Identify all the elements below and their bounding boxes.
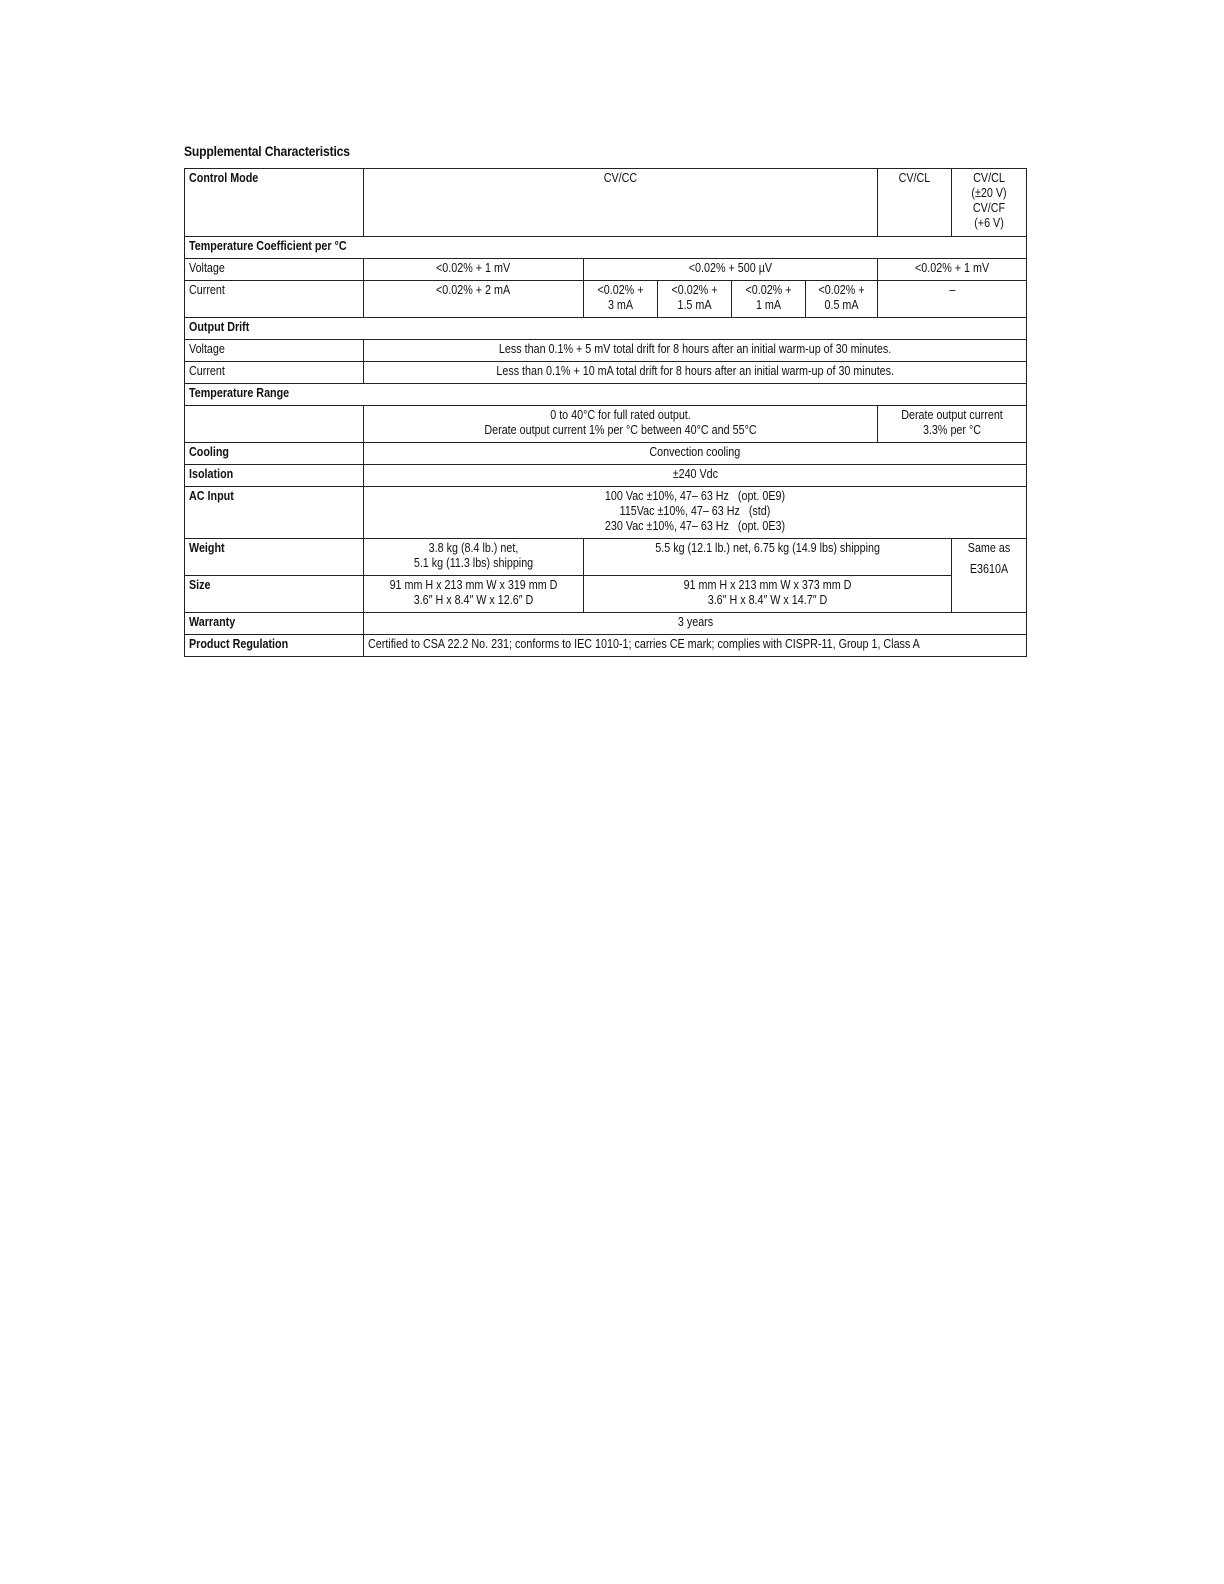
warranty-value: 3 years xyxy=(364,613,1027,635)
temp-coeff-label: Temperature Coefficient per °C xyxy=(185,237,1027,259)
temp-range-header-row xyxy=(185,384,1027,406)
temp-coeff-voltage-v2: <0.02% + 500 µV xyxy=(584,259,878,281)
temp-coeff-voltage-label: Voltage xyxy=(185,259,364,281)
ac-input-row xyxy=(185,487,1027,539)
isolation-value: ±240 Vdc xyxy=(364,465,1027,487)
product-regulation-value: Certified to CSA 22.2 No. 231; conforms to IEC 1010-1; carries CE mark; complies with CISPR-11, Group 1, Class A xyxy=(364,635,1027,657)
product-regulation-row xyxy=(185,635,1027,657)
size-label: Size xyxy=(185,576,364,613)
size-v1: 91 mm H x 213 mm W x 319 mm D 3.6″ H x 8.4″ W x 12.6″ D xyxy=(364,576,584,613)
temp-range-empty-cell xyxy=(185,406,364,443)
weight-row xyxy=(185,539,1027,576)
temp-range-row xyxy=(185,406,1027,443)
output-drift-header-row xyxy=(185,318,1027,340)
temp-coeff-current-c1: <0.02% + 2 mA xyxy=(364,281,584,318)
output-drift-label: Output Drift xyxy=(185,318,1027,340)
weight-v2: 5.5 kg (12.1 lb.) net, 6.75 kg (14.9 lbs) shipping xyxy=(584,539,952,576)
temp-range-last: Derate output current 3.3% per °C xyxy=(878,406,1027,443)
isolation-label: Isolation xyxy=(185,465,364,487)
section-title: Supplemental Characteristics xyxy=(184,144,350,159)
temp-coeff-voltage-v3: <0.02% + 1 mV xyxy=(878,259,1027,281)
output-drift-current-value: Less than 0.1% + 10 mA total drift for 8 hours after an initial warm-up of 30 minutes. xyxy=(364,362,1027,384)
ac-input-label: AC Input xyxy=(185,487,364,539)
temp-range-main: 0 to 40°C for full rated output. Derate output current 1% per °C between 40°C and 55°C xyxy=(364,406,878,443)
ac-input-values: 100 Vac ±10%, 47– 63 Hz (opt. 0E9) 115Vac ±10%, 47– 63 Hz (std) 230 Vac ±10%, 47– 63 Hz (opt. 0E3) xyxy=(364,487,1027,539)
cooling-row xyxy=(185,443,1027,465)
temp-range-label: Temperature Range xyxy=(185,384,1027,406)
weight-v1: 3.8 kg (8.4 lb.) net, 5.1 kg (11.3 lbs) shipping xyxy=(364,539,584,576)
control-mode-cv-cl: CV/CL xyxy=(878,169,952,237)
temp-coeff-current-c6: – xyxy=(878,281,1027,318)
size-row xyxy=(185,576,1027,613)
supplemental-characteristics-table xyxy=(184,168,1027,657)
same-as-cell: Same as E3610A xyxy=(952,539,1027,613)
size-v2: 91 mm H x 213 mm W x 373 mm D 3.6″ H x 8.4″ W x 14.7″ D xyxy=(584,576,952,613)
temp-coeff-current-c3: <0.02% + 1.5 mA xyxy=(658,281,732,318)
temp-coeff-current-label: Current xyxy=(185,281,364,318)
temp-coeff-voltage-v1: <0.02% + 1 mV xyxy=(364,259,584,281)
isolation-row xyxy=(185,465,1027,487)
output-drift-current-row xyxy=(185,362,1027,384)
cooling-value: Convection cooling xyxy=(364,443,1027,465)
temp-coeff-current-c5: <0.02% + 0.5 mA xyxy=(806,281,878,318)
temp-coeff-header-row xyxy=(185,237,1027,259)
weight-label: Weight xyxy=(185,539,364,576)
warranty-row xyxy=(185,613,1027,635)
temp-coeff-current-row xyxy=(185,281,1027,318)
warranty-label: Warranty xyxy=(185,613,364,635)
temp-coeff-current-c2: <0.02% + 3 mA xyxy=(584,281,658,318)
output-drift-voltage-row xyxy=(185,340,1027,362)
temp-coeff-voltage-row xyxy=(185,259,1027,281)
control-mode-cv-cl-cf: CV/CL (±20 V) CV/CF (+6 V) xyxy=(952,169,1027,237)
control-mode-row xyxy=(185,169,1027,237)
temp-coeff-current-c4: <0.02% + 1 mA xyxy=(732,281,806,318)
output-drift-voltage-label: Voltage xyxy=(185,340,364,362)
output-drift-current-label: Current xyxy=(185,362,364,384)
output-drift-voltage-value: Less than 0.1% + 5 mV total drift for 8 hours after an initial warm-up of 30 minutes. xyxy=(364,340,1027,362)
cooling-label: Cooling xyxy=(185,443,364,465)
product-regulation-label: Product Regulation xyxy=(185,635,364,657)
control-mode-label: Control Mode xyxy=(185,169,364,237)
control-mode-cv-cc: CV/CC xyxy=(364,169,878,237)
